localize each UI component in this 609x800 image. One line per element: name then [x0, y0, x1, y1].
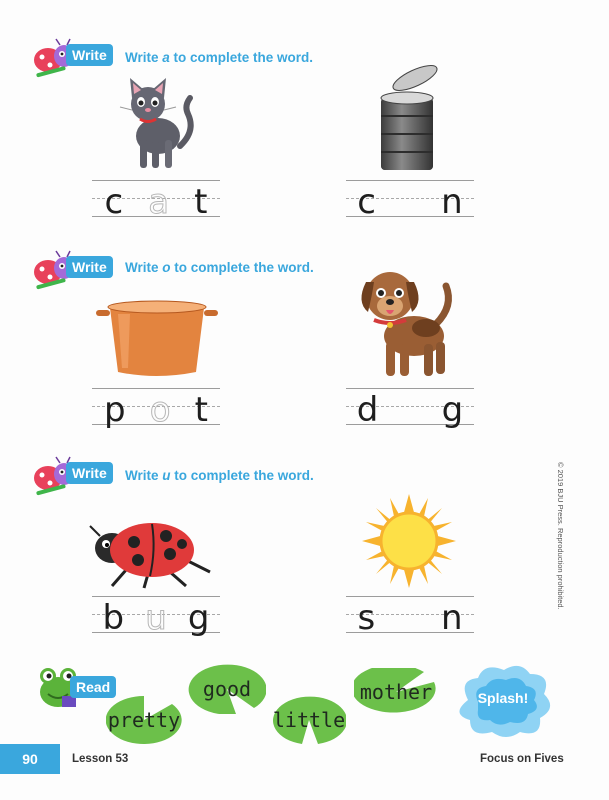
word-letter: n [440, 598, 463, 638]
can-icon [375, 64, 441, 174]
blank-letter-space[interactable] [400, 392, 420, 428]
word-letter: c [104, 182, 124, 222]
sight-word-pad[interactable] [354, 668, 438, 716]
trace-letter[interactable]: o [149, 390, 171, 430]
sight-word: mother [359, 680, 433, 704]
dog-icon [350, 262, 462, 380]
word-letter: t [194, 390, 208, 430]
instruction-text: Write o to complete the word. [125, 260, 314, 275]
sight-word: little [272, 708, 346, 732]
writing-lines[interactable] [346, 388, 474, 432]
writing-lines[interactable] [346, 180, 474, 224]
write-badge [30, 456, 110, 496]
sun-icon [362, 494, 456, 588]
word-letter: g [187, 598, 210, 638]
write-badge [30, 250, 110, 290]
writing-lines[interactable] [92, 596, 220, 640]
word-letter: s [357, 598, 376, 638]
copyright-notice: © 2019 BJU Press. Reproduction prohibited. [556, 462, 565, 610]
writing-lines[interactable] [92, 388, 220, 432]
pot-icon [96, 298, 218, 380]
write-badge [30, 38, 110, 78]
trace-letter[interactable]: u [145, 598, 167, 638]
word-letter: n [441, 182, 463, 222]
write-label: Write [66, 256, 113, 278]
series-title: Focus on Fives [480, 753, 564, 765]
word-letter: d [356, 390, 379, 430]
blank-letter-space[interactable] [398, 600, 418, 636]
write-label: Write [66, 462, 113, 484]
read-label: Read [70, 676, 116, 698]
word-letter: b [102, 598, 125, 638]
splash-label: Splash! [477, 690, 529, 706]
page-number: 90 [0, 744, 60, 774]
writing-lines[interactable] [92, 180, 220, 224]
word-letter: g [441, 390, 464, 430]
splash-badge [448, 662, 558, 740]
instruction-text: Write a to complete the word. [125, 50, 314, 65]
word-letter: c [357, 182, 376, 222]
trace-letter[interactable]: a [148, 182, 170, 222]
sight-word-pad[interactable] [106, 696, 182, 744]
writing-lines[interactable] [346, 596, 474, 640]
word-letter: t [194, 182, 208, 222]
sight-word-pad[interactable] [188, 664, 266, 714]
sight-word-pad[interactable] [272, 696, 346, 744]
sight-word: pretty [107, 708, 181, 732]
blank-letter-space[interactable] [399, 184, 419, 220]
instruction-text: Write u to complete the word. [125, 468, 314, 483]
write-label: Write [66, 44, 113, 66]
word-letter: p [104, 390, 126, 430]
bug-icon [86, 512, 212, 590]
cat-icon [118, 76, 198, 171]
sight-word: good [202, 677, 252, 701]
lesson-label: Lesson 53 [72, 753, 129, 765]
